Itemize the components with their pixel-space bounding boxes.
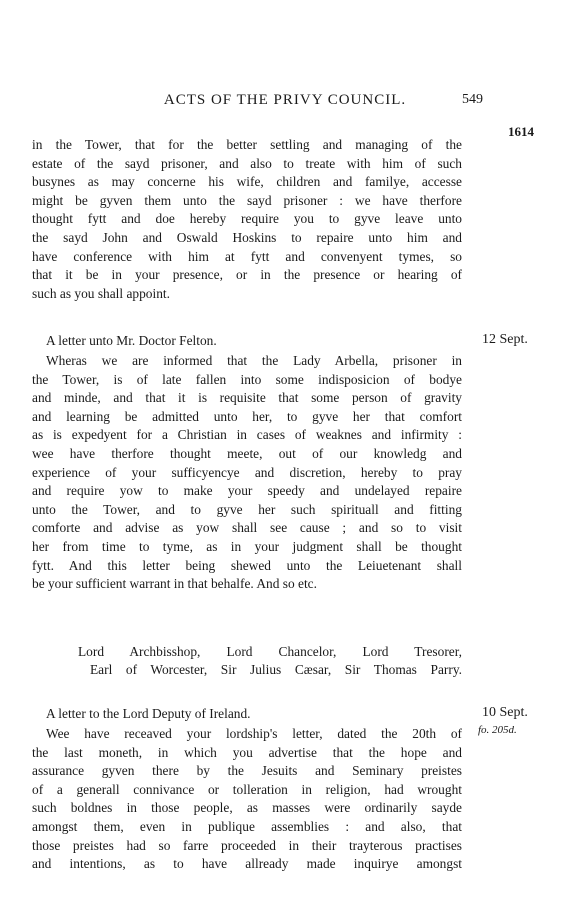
- signatories-line-1: Lord Archbisshop, Lord Chancelor, Lord Tresorer,: [78, 644, 462, 659]
- text-line: Wee have receaved your lordship's letter, dated the 20th of: [46, 726, 462, 741]
- text-line: the sayd John and Oswald Hoskins to repaire unto him and: [32, 229, 462, 245]
- paragraph-2: [32, 352, 462, 594]
- text-line: in the Tower, that for the better settling and managing of the: [32, 137, 462, 152]
- text-line: the Tower, is of late fallen into some indisposicion of bodye: [32, 371, 462, 387]
- letter-heading-lord-deputy: A letter to the Lord Deputy of Ireland.: [46, 706, 251, 721]
- text-line: that it be in your presence, or in the presence or hearing of: [32, 267, 462, 283]
- running-header: ACTS OF THE PRIVY COUNCIL.: [163, 92, 407, 108]
- text-line: and intentions, as to have allready made inquirye amongst: [32, 856, 462, 872]
- paragraph-3: [32, 725, 462, 874]
- paragraph-1: [32, 136, 462, 303]
- text-line: comforte and advise as yow shall see cause ; and so to visit: [32, 520, 462, 536]
- text-line: busynes as may concerne his wife, children and familye, accesse: [32, 174, 462, 190]
- text-line: unto the Tower, and to gyve her such spirituall and fitting: [32, 501, 462, 517]
- text-line: have conference with him at fytt and convenyent tymes, so: [32, 248, 462, 264]
- text-line: and learning be admitted unto her, to gyve her that comfort: [32, 408, 462, 424]
- text-line: Wheras we are informed that the Lady Arbella, prisoner in: [46, 353, 462, 368]
- text-line: such as you shall appoint.: [32, 285, 170, 301]
- text-line: those preistes had so farre proceeded in their trayterous practises: [32, 837, 462, 853]
- page-number: 549: [462, 92, 483, 107]
- margin-folio: fo. 205d.: [478, 724, 517, 736]
- text-line: her from time to tyme, as in your judgment shall be thought: [32, 538, 462, 554]
- text-line: thought fytt and doe hereby require you to gyve leave unto: [32, 211, 462, 227]
- text-line: as is expedyent for a Christian in cases of weaknes and infirmity :: [32, 427, 462, 443]
- text-line: and minde, and that it is requisite that some person of gravity: [32, 390, 462, 406]
- text-line: experience of your sufficyencye and discretion, hereby to pray: [32, 464, 462, 480]
- letter-heading-felton: A letter unto Mr. Doctor Felton.: [46, 333, 217, 348]
- margin-year: 1614: [508, 124, 534, 139]
- text-line: fytt. And this letter being shewed unto the Leiuetenant shall: [32, 557, 462, 573]
- text-line: estate of the sayd prisoner, and also to treate with him of such: [32, 155, 462, 171]
- margin-date-10-sept: 10 Sept.: [482, 705, 528, 720]
- signatories-line-2: Earl of Worcester, Sir Julius Cæsar, Sir Thomas Parry.: [90, 662, 462, 677]
- text-line: assurance gyven there by the Jesuits and Seminary preistes: [32, 763, 462, 779]
- margin-date-12-sept: 12 Sept.: [482, 332, 528, 347]
- text-line: of a generall connivance or tolleration in religion, had wrought: [32, 781, 462, 797]
- text-line: and require yow to make your speedy and undelayed repaire: [32, 483, 462, 499]
- text-line: such boldnes in those people, as masses were ordinarily sayde: [32, 800, 462, 816]
- text-line: be your sufficient warrant in that behalfe. And so etc.: [32, 576, 317, 592]
- text-line: wee have therfore thought meete, out of our knowledg and: [32, 445, 462, 461]
- text-line: might be gyven them unto the sayd prisoner : we have therfore: [32, 192, 462, 208]
- text-line: amongst them, even in publique assemblies : and also, that: [32, 818, 462, 834]
- text-line: the last moneth, in which you advertise that the hope and: [32, 744, 462, 760]
